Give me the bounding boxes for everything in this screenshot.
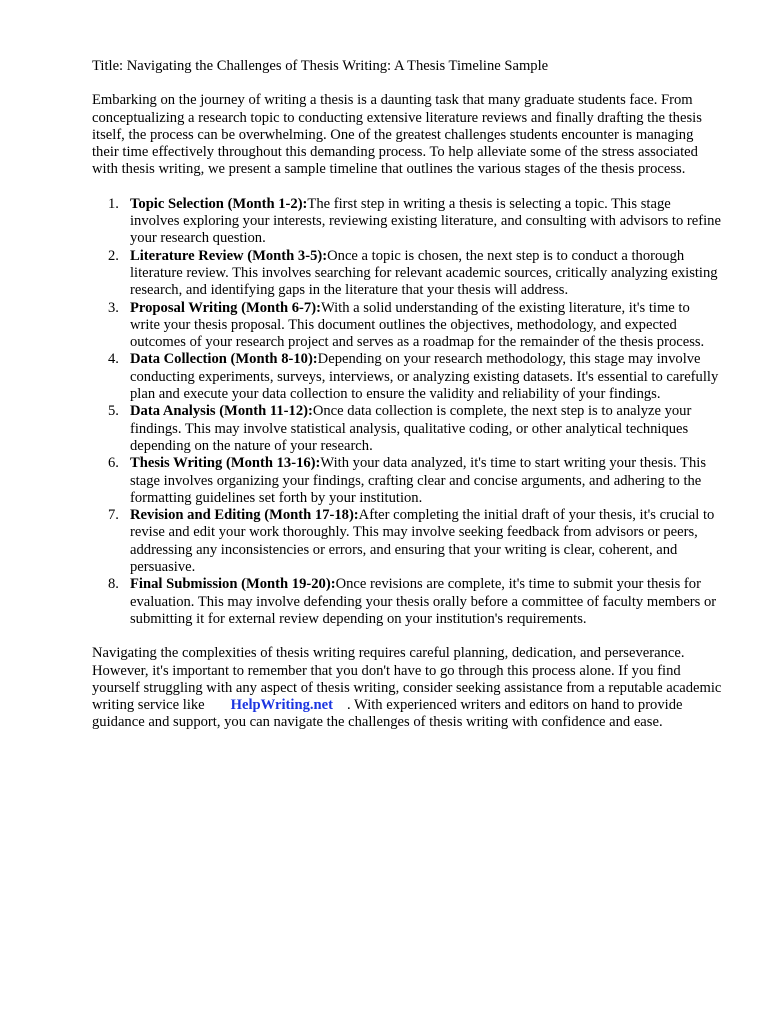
document-title: Title: Navigating the Challenges of Thesis Writing: A Thesis Timeline Sample — [92, 58, 549, 74]
step-description: With your data analyzed, it's time to start writing your thesis. This stage involves organizing your findings, crafting clear and concise arguments, and adhering to the formatting guidelines set forth by your institution. — [130, 455, 707, 506]
closing-paragraph — [92, 645, 722, 731]
step-title: Proposal Writing (Month 6-7): — [130, 299, 321, 316]
step-title: Literature Review (Month 3-5): — [130, 247, 328, 264]
timeline-step — [92, 248, 722, 300]
step-title: Data Analysis (Month 11-12): — [130, 403, 313, 420]
closing-text-after: . With experienced writers and editors on hand to provide guidance and support, you can navigate the challenges of thesis writing with confidence and ease. — [92, 697, 683, 731]
step-description: Once data collection is complete, the next step is to analyze your findings. This may involve statistical analysis, qualitative coding, or other analytical techniques depending on the nature of your research. — [130, 403, 692, 454]
helpwriting-link[interactable]: HelpWriting.net — [230, 697, 333, 714]
timeline-step — [92, 300, 722, 352]
step-title: Thesis Writing (Month 13-16): — [130, 455, 321, 472]
step-title: Final Submission (Month 19-20): — [130, 576, 336, 593]
step-number: 8. — [108, 576, 119, 593]
document-page — [92, 58, 722, 732]
step-description: After completing the initial draft of your thesis, it's crucial to revise and edit your work thoroughly. This may involve seeking feedback from advisors or peers, addressing any inconsistencies or errors, and ensuring that your writing is clear, coherent, and persuasive. — [130, 507, 715, 576]
step-description: Once a topic is chosen, the next step is to conduct a thorough literature review. This involves searching for relevant academic sources, critically analyzing existing research, and identifying gaps in the literature that your thesis will address. — [130, 247, 718, 299]
intro-paragraph: Embarking on the journey of writing a thesis is a daunting task that many graduate students face. From conceptualizing a research topic to conducting extensive literature reviews and finally drafting the thesis itself, the process can be overwhelming. One of the greatest challenges students encounter is managing their time effectively throughout this demanding process. To help alleviate some of the stress associated with thesis writing, we present a sample timeline that outlines the various stages of the thesis process. — [92, 92, 702, 178]
step-title: Revision and Editing (Month 17-18): — [130, 507, 359, 524]
timeline-step — [92, 507, 722, 576]
step-description: Once revisions are complete, it's time to submit your thesis for evaluation. This may involve defending your thesis orally before a committee of faculty members or submitting it for external review depending on your institution's requirements. — [130, 576, 717, 627]
timeline-list — [92, 196, 722, 628]
step-title: Topic Selection (Month 1-2): — [130, 195, 308, 212]
timeline-step — [92, 455, 722, 507]
timeline-step — [92, 576, 722, 628]
step-description: With a solid understanding of the existing literature, it's time to write your thesis proposal. This document outlines the objectives, methodology, and expected outcomes of your research project and serves as a roadmap for the remainder of the thesis process. — [130, 299, 705, 351]
step-number: 7. — [108, 507, 119, 524]
step-number: 4. — [108, 351, 119, 368]
step-title: Data Collection (Month 8-10): — [130, 351, 318, 368]
step-number: 6. — [108, 455, 119, 472]
closing-text-before: Navigating the complexities of thesis writing requires careful planning, dedication, and perseverance. However, it's important to remember that you don't have to go through this process alone. If you find yourself struggling with any aspect of thesis writing, consider seeking assistance from a reputable academic writing service like — [92, 645, 722, 714]
step-number: 3. — [108, 299, 119, 316]
timeline-step — [92, 351, 722, 403]
step-number: 1. — [108, 195, 119, 212]
timeline-step — [92, 196, 722, 248]
step-number: 2. — [108, 247, 119, 264]
step-number: 5. — [108, 403, 119, 420]
timeline-step — [92, 403, 722, 455]
step-description: The first step in writing a thesis is selecting a topic. This stage involves exploring your interests, reviewing existing literature, and consulting with advisors to refine your research question. — [130, 195, 721, 247]
step-description: Depending on your research methodology, this stage may involve conducting experiments, surveys, interviews, or analyzing existing datasets. It's essential to carefully plan and execute your data collection to ensure the validity and reliability of your findings. — [130, 351, 719, 403]
